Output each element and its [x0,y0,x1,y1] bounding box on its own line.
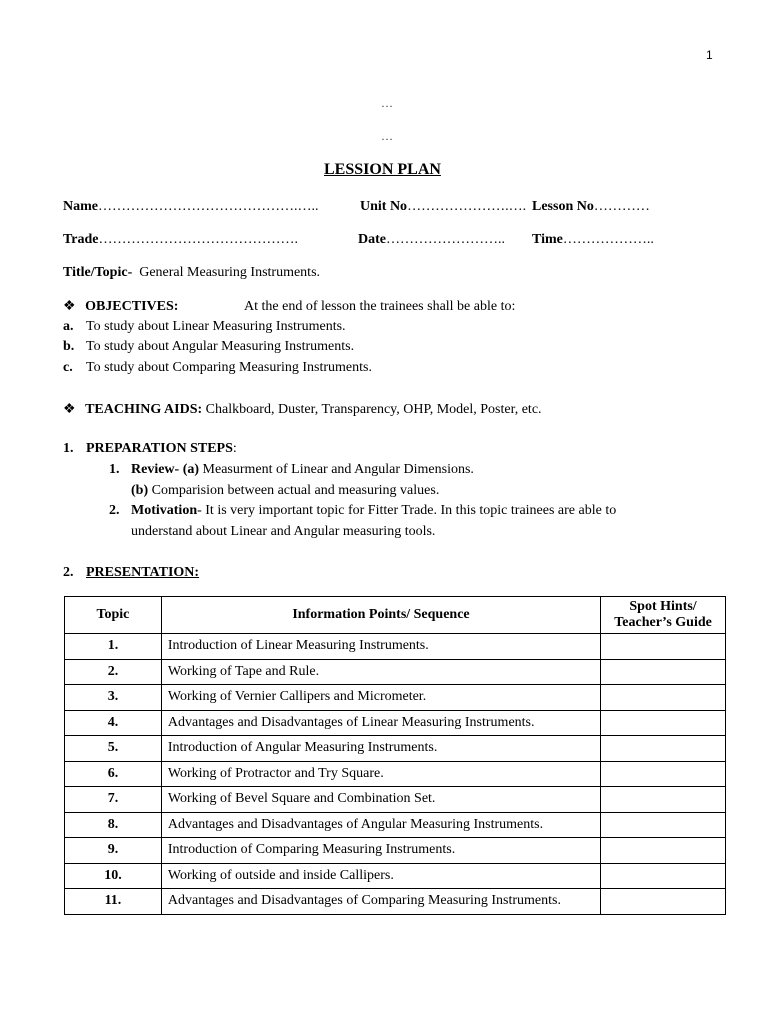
topic-value: General Measuring Instruments. [139,265,321,280]
topic-number: 1. [65,634,162,660]
topic-number: 2. [65,659,162,685]
review-label: Review- (a) [131,462,200,477]
table-row [65,787,726,813]
column-header-information: Information Points/ Sequence [161,597,600,634]
review-b-text: Comparision between actual and measuring values. [151,483,440,498]
table-row [65,685,726,711]
objectives-heading: OBJECTIVES: [85,299,179,314]
spot-hint-cell [601,761,726,787]
information-point: Working of Protractor and Try Square. [161,761,600,787]
presentation-heading: PRESENTATION: [86,565,200,580]
table-row [65,812,726,838]
date-dots: …………………….. [386,232,505,247]
spot-hint-cell [601,710,726,736]
name-label: Name [63,199,98,214]
objective-text: To study about Linear Measuring Instruments. [86,319,346,334]
objective-text: To study about Comparing Measuring Instruments. [86,360,372,375]
lesson-field [532,199,650,215]
teaching-aids-text: Chalkboard, Duster, Transparency, OHP, Model, Poster, etc. [205,402,542,417]
motivation-line [109,503,616,519]
objective-text: To study about Angular Measuring Instruments. [86,339,355,354]
spot-hint-cell [601,838,726,864]
information-point: Working of Vernier Callipers and Micrometer. [161,685,600,711]
topic-number: 9. [65,838,162,864]
objectives-intro: At the end of lesson the trainees shall be able to: [244,299,516,314]
page-title: LESSION PLAN [324,161,441,178]
presentation-heading-line [63,565,199,581]
spot-hint-cell [601,812,726,838]
name-field [63,199,319,215]
motivation-text: - It is very important topic for Fitter Trade. In this topic trainees are able to [197,503,617,518]
topic-number: 8. [65,812,162,838]
table-row [65,838,726,864]
date-field [358,232,505,248]
spot-hint-cell [601,685,726,711]
name-dots: …………………………………….….. [98,199,319,214]
table-row [65,863,726,889]
preparation-colon: : [232,441,237,456]
diamond-bullet-icon: ❖ [63,402,76,417]
spot-hint-cell [601,863,726,889]
review-a-text: Measurment of Linear and Angular Dimensions. [202,462,474,477]
topic-label: Title/Topic- [63,265,133,280]
objective-marker: c. [63,360,73,375]
topic-number: 7. [65,787,162,813]
information-point: Advantages and Disadvantages of Linear Measuring Instruments. [161,710,600,736]
date-label: Date [358,232,386,247]
lesson-label: Lesson No [532,199,594,214]
trade-dots: ……………………………………. [98,232,299,247]
top-dots-2: … [381,129,393,143]
topic-field [63,265,320,281]
topic-number: 6. [65,761,162,787]
presentation-number: 2. [63,565,74,580]
topic-number: 10. [65,863,162,889]
trade-label: Trade [63,232,99,247]
motivation-number: 2. [109,503,120,518]
time-dots: ……………….. [562,232,654,247]
column-header-topic: Topic [65,597,162,634]
spot-hint-cell [601,787,726,813]
column-header-spot-hints-line1: Spot Hints/ [629,599,697,614]
topic-number: 5. [65,736,162,762]
objective-item [63,319,346,335]
preparation-heading: PREPARATION STEPS [86,441,233,456]
column-header-spot-hints [601,597,726,634]
page-number: 1 [706,48,713,62]
review-number: 1. [109,462,120,477]
presentation-table [64,596,726,915]
objective-item [63,360,372,376]
spot-hint-cell [601,736,726,762]
motivation-line-2: understand about Linear and Angular measuring tools. [131,524,436,539]
spot-hint-cell [601,659,726,685]
information-point: Working of Tape and Rule. [161,659,600,685]
objectives-heading-line [63,298,178,315]
topic-number: 11. [65,889,162,915]
review-b-label: (b) [131,483,149,498]
teaching-aids-heading: TEACHING AIDS: [85,402,203,417]
review-line [109,462,474,478]
unit-field [360,199,526,215]
information-point: Advantages and Disadvantages of Angular Measuring Instruments. [161,812,600,838]
trade-field [63,232,298,248]
information-point: Introduction of Angular Measuring Instruments. [161,736,600,762]
top-dots: … [381,96,393,110]
topic-number: 4. [65,710,162,736]
information-point: Working of Bevel Square and Combination Set. [161,787,600,813]
table-header-row [65,597,726,634]
diamond-bullet-icon: ❖ [63,299,76,314]
table-row [65,659,726,685]
table-row [65,634,726,660]
topic-number: 3. [65,685,162,711]
unit-label: Unit No [360,199,408,214]
time-label: Time [532,232,563,247]
preparation-heading-line [63,441,237,457]
information-point: Introduction of Linear Measuring Instruments. [161,634,600,660]
spot-hint-cell [601,634,726,660]
motivation-label: Motivation [131,503,198,518]
unit-dots: ………………….…. [407,199,527,214]
lesson-dots: ………… [593,199,650,214]
table-row [65,710,726,736]
teaching-aids-line [63,401,542,418]
information-point: Introduction of Comparing Measuring Instruments. [161,838,600,864]
information-point: Working of outside and inside Callipers. [161,863,600,889]
preparation-number: 1. [63,441,74,456]
table-row [65,736,726,762]
table-row [65,761,726,787]
information-point: Advantages and Disadvantages of Comparing Measuring Instruments. [161,889,600,915]
spot-hint-cell [601,889,726,915]
objective-marker: a. [63,319,74,334]
table-row [65,889,726,915]
review-b-line [131,483,439,499]
objective-item [63,339,354,355]
column-header-spot-hints-line2: Teacher’s Guide [614,615,712,630]
objective-marker: b. [63,339,75,354]
time-field [532,232,654,248]
